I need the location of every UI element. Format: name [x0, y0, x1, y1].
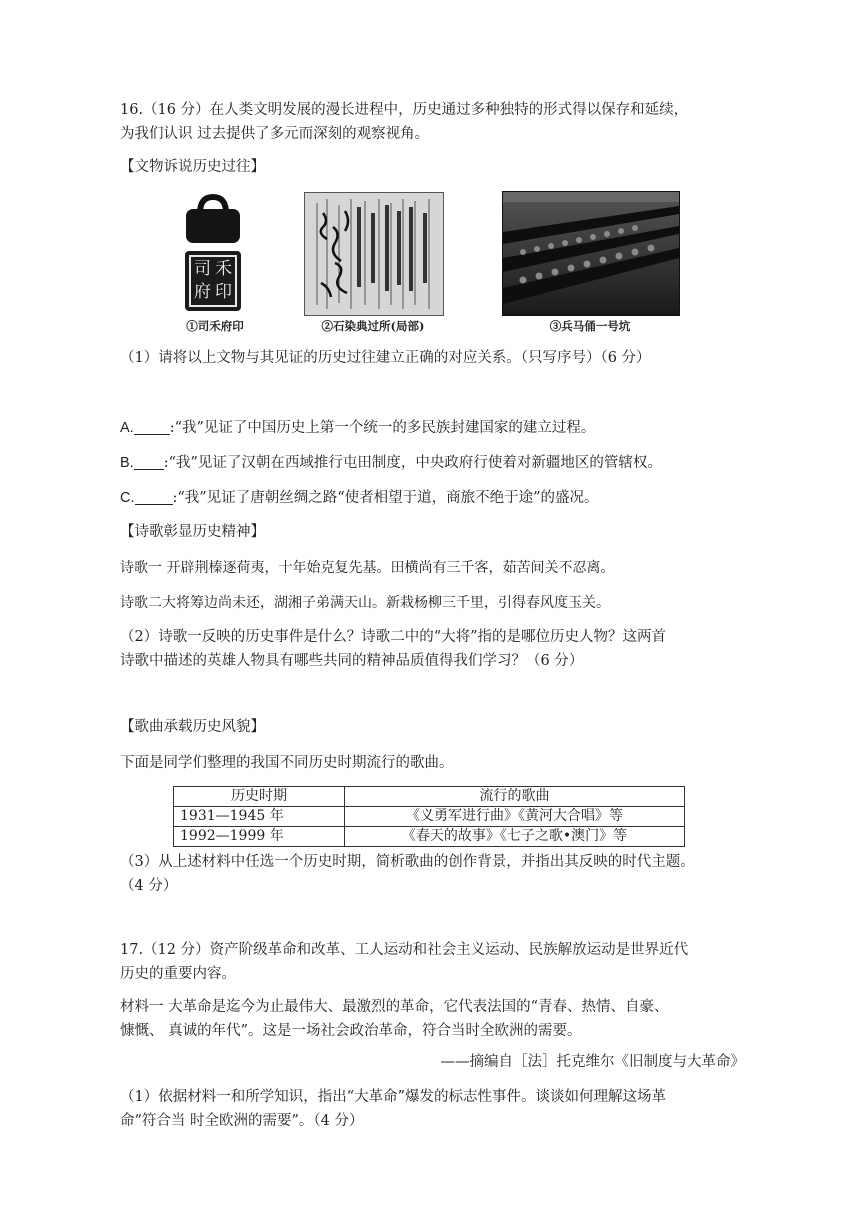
option-c: [120, 486, 745, 510]
q17-intro-line2: 历史的重要内容。: [120, 966, 236, 982]
material-1-line1: 材料一 大革命是迄今为止最伟大、最激烈的革命，它代表法国的“青春、热情、自豪、: [120, 999, 669, 1015]
q3-line1: （3）从上述材料中任选一个历史时期，简析歌曲的创作背景，并指出其反映的时代主题。: [120, 854, 695, 870]
table-cell: 1931—1945 年: [174, 807, 345, 827]
q16-question-1: （1）请将以上文物与其见证的历史过往建立正确的对应关系。（只写序号）（6 分）: [120, 350, 651, 366]
seal-char: 印: [215, 282, 232, 302]
seal-characters: [192, 258, 234, 304]
option-c-text: :“我”见证了唐朝丝绸之路“使者相望于道，商旅不绝于途”的盛况。: [172, 490, 599, 506]
songs-table: [173, 786, 685, 847]
seal-char: 司: [194, 259, 211, 279]
seal-char: 禾: [215, 259, 232, 279]
answer-blank-c[interactable]: [135, 488, 173, 505]
option-b-text: :“我”见证了汉朝在西域推行屯田制度，中央政府行使着对新疆地区的管辖权。: [163, 455, 662, 471]
q2-line1: （2）诗歌一反映的历史事件是什么？诗歌二中的“大将”指的是哪位历史人物？这两首: [120, 629, 667, 645]
table-header-row: [174, 787, 685, 807]
q16-intro: [120, 98, 745, 146]
option-a: [120, 416, 745, 440]
caption-document: ②石染典过所(局部): [321, 319, 425, 333]
terracotta-pit-image: [502, 191, 680, 316]
option-c-label: C.: [120, 490, 135, 506]
q3-line2: （4 分）: [120, 878, 178, 894]
material-1: [120, 995, 745, 1043]
table-cell: 《春天的故事》《七子之歌•澳门》等: [345, 827, 685, 847]
section-title-songs: 【歌曲承载历史风貌】: [120, 719, 265, 735]
option-a-text: :“我”见证了中国历史上第一个统一的多民族封建国家的建立过程。: [169, 420, 596, 436]
q2-line2: 诗歌中描述的英雄人物具有哪些共同的精神品质值得我们学习？（6 分）: [120, 653, 584, 669]
q17-intro: [120, 938, 745, 986]
q16-intro-line1: 16.（16 分）在人类文明发展的漫长进程中，历史通过多种独特的形式得以保存和延续，: [120, 102, 689, 118]
poem-2: 诗歌二大将筹边尚未还，湖湘子弟满天山。新栽杨柳三千里，引得春风度玉关。: [120, 595, 610, 611]
q17-q1-line2: 命“符合当 时全欧洲的需要”。（4 分）: [120, 1113, 364, 1129]
seal-char: 府: [194, 282, 211, 302]
section-title-poems: 【诗歌彰显历史精神】: [120, 524, 265, 540]
table-header: 历史时期: [174, 787, 345, 807]
answer-blank-b[interactable]: [134, 453, 164, 470]
q17-intro-line1: 17.（12 分）资产阶级革命和改革、工人运动和社会主义运动、民族解放运动是世界近代: [120, 942, 689, 958]
option-b-label: B.: [120, 455, 134, 471]
answer-blank-a[interactable]: [134, 418, 170, 435]
q17-q1-line1: （1）依据材料一和所学知识，指出“大革命”爆发的标志性事件。谈谈如何理解这场革: [120, 1089, 667, 1105]
q16-question-3: [120, 850, 745, 898]
table-intro: 下面是同学们整理的我国不同历史时期流行的歌曲。: [120, 755, 454, 771]
q17-question-1: [120, 1085, 745, 1133]
table-header: 流行的歌曲: [345, 787, 685, 807]
seal-image: [180, 193, 246, 313]
q16-question-2: [120, 625, 745, 673]
material-source: ——摘编自［法］托克维尔《旧制度与大革命》: [440, 1054, 745, 1070]
caption-terracotta: ③兵马俑一号坑: [549, 319, 631, 333]
section-title-relics: 【文物诉说历史过往】: [120, 159, 265, 175]
material-1-line2: 慷慨、 真诚的年代”。这是一场社会政治革命，符合当时全欧洲的需要。: [120, 1023, 582, 1039]
poem-1: 诗歌一 开辟荆榛逐荷夷，十年始克复先基。田横尚有三千客，茹苦间关不忍离。: [120, 560, 615, 576]
table-cell: 《义勇军进行曲》《黄河大合唱》等: [345, 807, 685, 827]
option-a-label: A.: [120, 420, 134, 436]
caption-seal: ①司禾府印: [186, 319, 244, 333]
option-b: [120, 451, 745, 475]
table-cell: 1992—1999 年: [174, 827, 345, 847]
q16-intro-line2: 为我们认识 过去提供了多元而深刻的观察视角。: [120, 126, 430, 142]
table-row: [174, 807, 685, 827]
document-image: [304, 192, 444, 316]
table-row: [174, 827, 685, 847]
